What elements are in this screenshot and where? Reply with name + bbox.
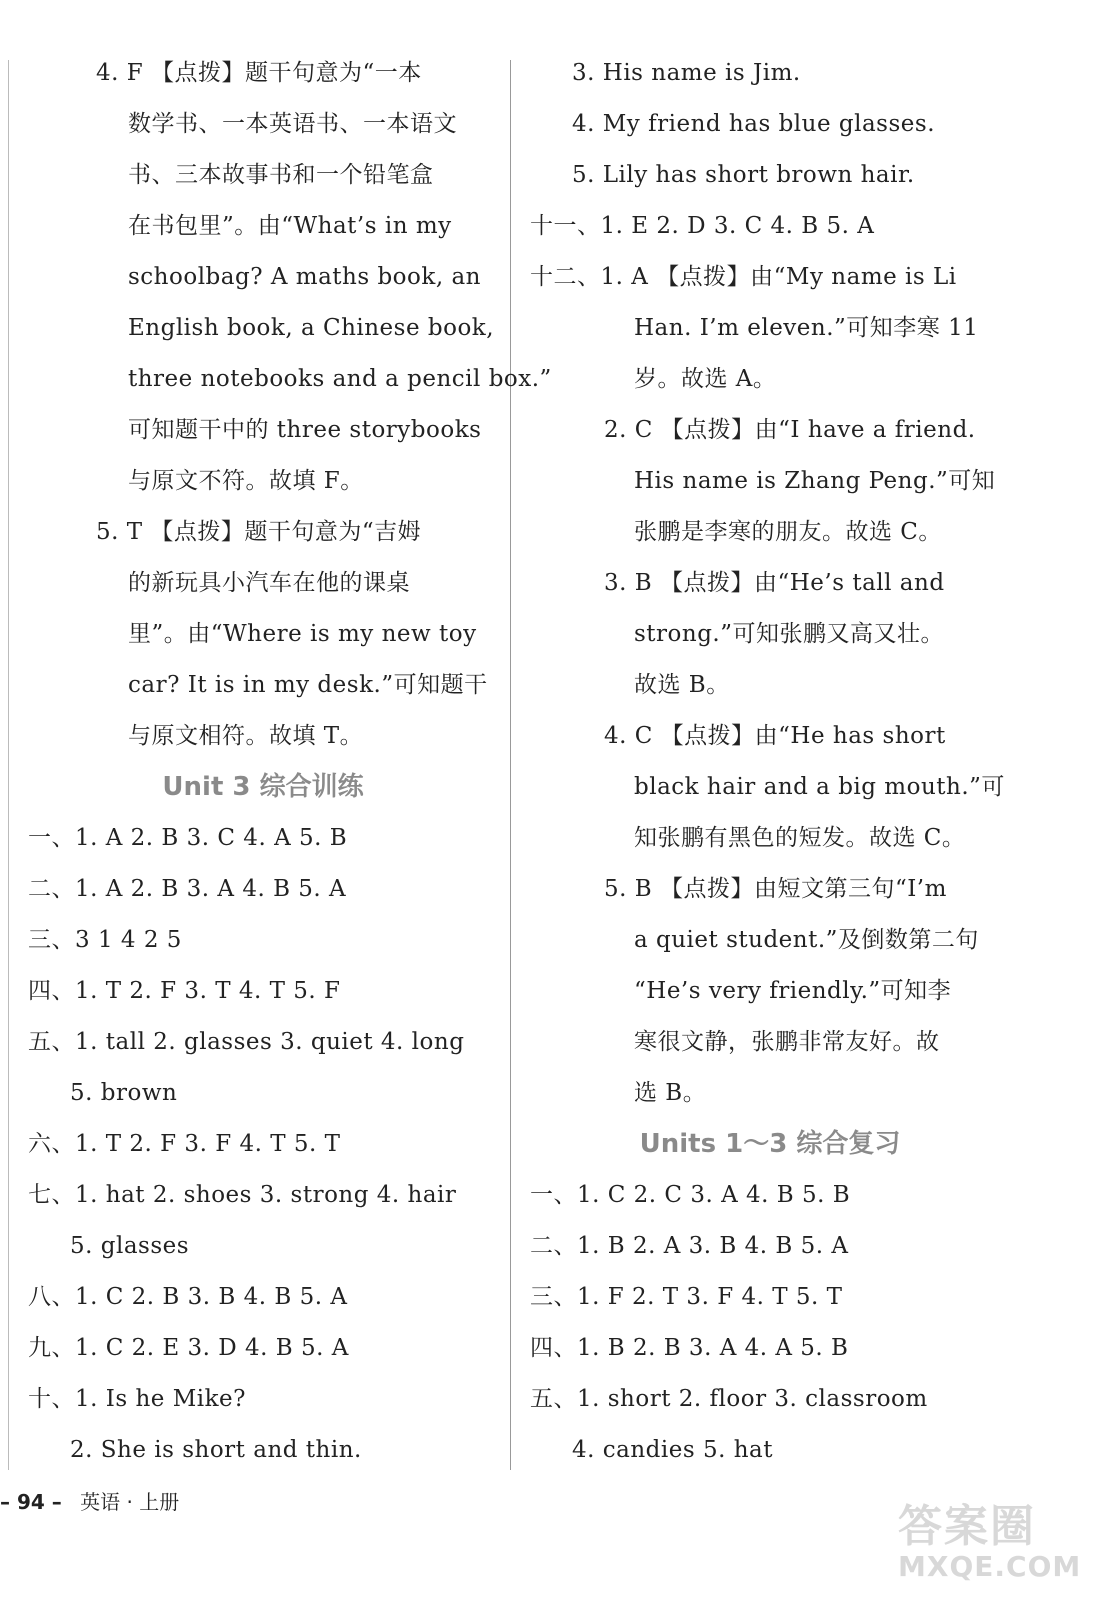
answer-line: a quiet student.”及倒数第二句: [634, 927, 979, 953]
column-divider: [510, 60, 511, 1470]
answer-line: 3. His name is Jim.: [572, 60, 801, 86]
answer-line: 三、1. F 2. T 3. F 4. T 5. T: [530, 1284, 843, 1310]
answer-line: 5. brown: [70, 1080, 178, 1106]
answer-line: 六、1. T 2. F 3. F 4. T 5. T: [28, 1131, 341, 1157]
page-number: – 94 –: [0, 1490, 62, 1514]
answer-line: 岁。故选 A。: [634, 366, 777, 392]
answer-line: 2. She is short and thin.: [70, 1437, 362, 1463]
answer-line: 三、3 1 4 2 5: [28, 927, 182, 953]
answer-line: 的新玩具小汽车在他的课桌: [128, 570, 410, 596]
answer-line: 5. glasses: [70, 1233, 190, 1259]
watermark-text: 答案圈: [898, 1501, 1036, 1552]
answer-line: 寒很文静，张鹏非常友好。故: [634, 1029, 940, 1055]
page-footer: [0, 1486, 179, 1515]
answer-line: 与原文相符。故填 T。: [128, 723, 364, 749]
watermark-url: MXQE.COM: [898, 1550, 1082, 1583]
answer-line: 五、1. tall 2. glasses 3. quiet 4. long: [28, 1029, 465, 1055]
answer-line: 4. C 【点拨】由“He has short: [604, 723, 946, 749]
answer-line: English book, a Chinese book,: [128, 315, 495, 341]
answer-line: 4. My friend has blue glasses.: [572, 111, 936, 137]
watermark-logo: [898, 1490, 1082, 1590]
answer-line: 数学书、一本英语书、一本语文: [128, 111, 457, 137]
answer-line: 与原文不符。故填 F。: [128, 468, 364, 494]
answer-line: 2. C 【点拨】由“I have a friend.: [604, 417, 976, 443]
section-heading: Unit 3 综合训练: [162, 772, 364, 802]
answer-line: 里”。由“Where is my new toy: [128, 621, 477, 647]
answer-line: car? It is in my desk.”可知题干: [128, 672, 488, 698]
right-column: [530, 48, 1010, 1476]
answer-line: 5. B 【点拨】由短文第三句“I’m: [604, 876, 947, 902]
answer-line: 二、1. A 2. B 3. A 4. B 5. A: [28, 876, 347, 902]
answer-line: 书、三本故事书和一个铅笔盒: [128, 162, 434, 188]
answer-line: 九、1. C 2. E 3. D 4. B 5. A: [28, 1335, 349, 1361]
answer-line: 4. F 【点拨】题干句意为“一本: [96, 60, 422, 86]
left-page-edge: [8, 60, 9, 1470]
answer-line: 四、1. B 2. B 3. A 4. A 5. B: [530, 1335, 849, 1361]
answer-line: 五、1. short 2. floor 3. classroom: [530, 1386, 928, 1412]
answer-line: 二、1. B 2. A 3. B 4. B 5. A: [530, 1233, 849, 1259]
answer-line: black hair and a big mouth.”可: [634, 774, 1005, 800]
answer-line: 故选 B。: [634, 672, 730, 698]
answer-line: 四、1. T 2. F 3. T 4. T 5. F: [28, 978, 341, 1004]
answer-line: 在书包里”。由“What’s in my: [128, 213, 452, 239]
answer-line: three notebooks and a pencil box.”: [128, 366, 552, 392]
answer-line: 七、1. hat 2. shoes 3. strong 4. hair: [28, 1182, 457, 1208]
answer-line: “He’s very friendly.”可知李: [634, 978, 952, 1004]
answer-line: 十、1. Is he Mike?: [28, 1386, 246, 1412]
answer-line: Han. I’m eleven.”可知李寒 11: [634, 315, 979, 341]
answer-line: schoolbag? A maths book, an: [128, 264, 481, 290]
answer-line: 可知题干中的 three storybooks: [128, 417, 482, 443]
answer-line: 十二、1. A 【点拨】由“My name is Li: [530, 264, 957, 290]
subject-label: 英语 · 上册: [80, 1490, 180, 1514]
answer-line: 十一、1. E 2. D 3. C 4. B 5. A: [530, 213, 875, 239]
answer-line: strong.”可知张鹏又高又壮。: [634, 621, 944, 647]
answer-line: 5. Lily has short brown hair.: [572, 162, 915, 188]
answer-line: 选 B。: [634, 1080, 707, 1106]
answer-line: His name is Zhang Peng.”可知: [634, 468, 996, 494]
answer-line: 3. B 【点拨】由“He’s tall and: [604, 570, 945, 596]
section-heading: Units 1～3 综合复习: [639, 1129, 901, 1159]
answer-line: 张鹏是李寒的朋友。故选 C。: [634, 519, 942, 545]
answer-line: 一、1. C 2. C 3. A 4. B 5. B: [530, 1182, 851, 1208]
answer-line: 八、1. C 2. B 3. B 4. B 5. A: [28, 1284, 348, 1310]
left-column: [28, 48, 552, 1476]
answer-line: 知张鹏有黑色的短发。故选 C。: [634, 825, 966, 851]
answer-line: 一、1. A 2. B 3. C 4. A 5. B: [28, 825, 348, 851]
answer-line: 4. candies 5. hat: [572, 1437, 773, 1463]
answer-line: 5. T 【点拨】题干句意为“吉姆: [96, 519, 422, 545]
